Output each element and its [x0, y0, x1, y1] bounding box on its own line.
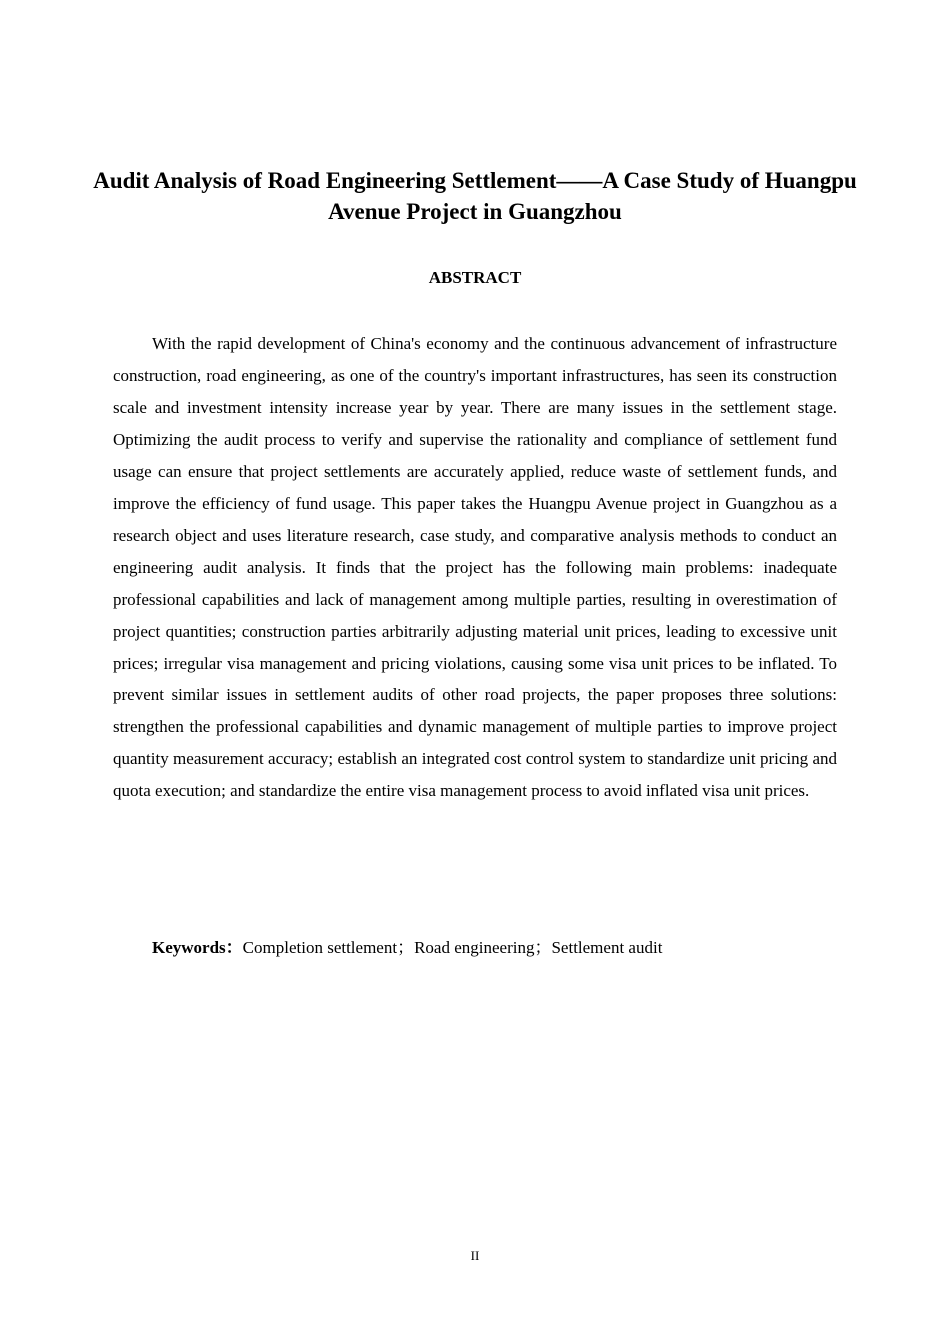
abstract-heading: ABSTRACT [428, 268, 522, 287]
page-number: II [470, 1248, 480, 1263]
abstract-body: With the rapid development of China's economy and the continuous advancement of infrastructure construction, road engineering, as one of the country's important infrastructures, has seen its construction scale and investment intensity increase year by year. There are many issues in the settlement stage. Optimizing the audit process to verify and supervise the rationality and compliance of settlement fund usage can ensure that project settlements are accurately applied, reduce waste of settlement funds, and improve the efficiency of fund usage. This paper takes the Huangpu Avenue project in Guangzhou as a research object and uses literature research, case study, and comparative analysis methods to conduct an engineering audit analysis. It finds that the project has the following main problems: inadequate professional capabilities and lack of management among multiple parties, resulting in overestimation of project quantities; construction parties arbitrarily adjusting material unit prices, leading to excessive unit prices; irregular visa management and pricing violations, causing some visa unit prices to be inflated. To prevent similar issues in settlement audits of other road projects, the paper proposes three solutions: strengthen the professional capabilities and dynamic management of multiple parties to improve project quantity measurement accuracy; establish an integrated cost control system to standardize unit pricing and quota execution; and standardize the entire visa management process to avoid inflated visa unit prices. [113, 334, 837, 801]
keywords-label: Keywords： [152, 938, 243, 957]
keywords-line [152, 934, 842, 962]
paper-title: Audit Analysis of Road Engineering Settlement——A Case Study of Huangpu Avenue Project in Guangzhou [93, 168, 857, 224]
keyword-item: Road engineering； [414, 938, 552, 957]
keyword-item: Completion settlement； [242, 938, 415, 957]
keyword-item: Settlement audit [551, 938, 663, 957]
